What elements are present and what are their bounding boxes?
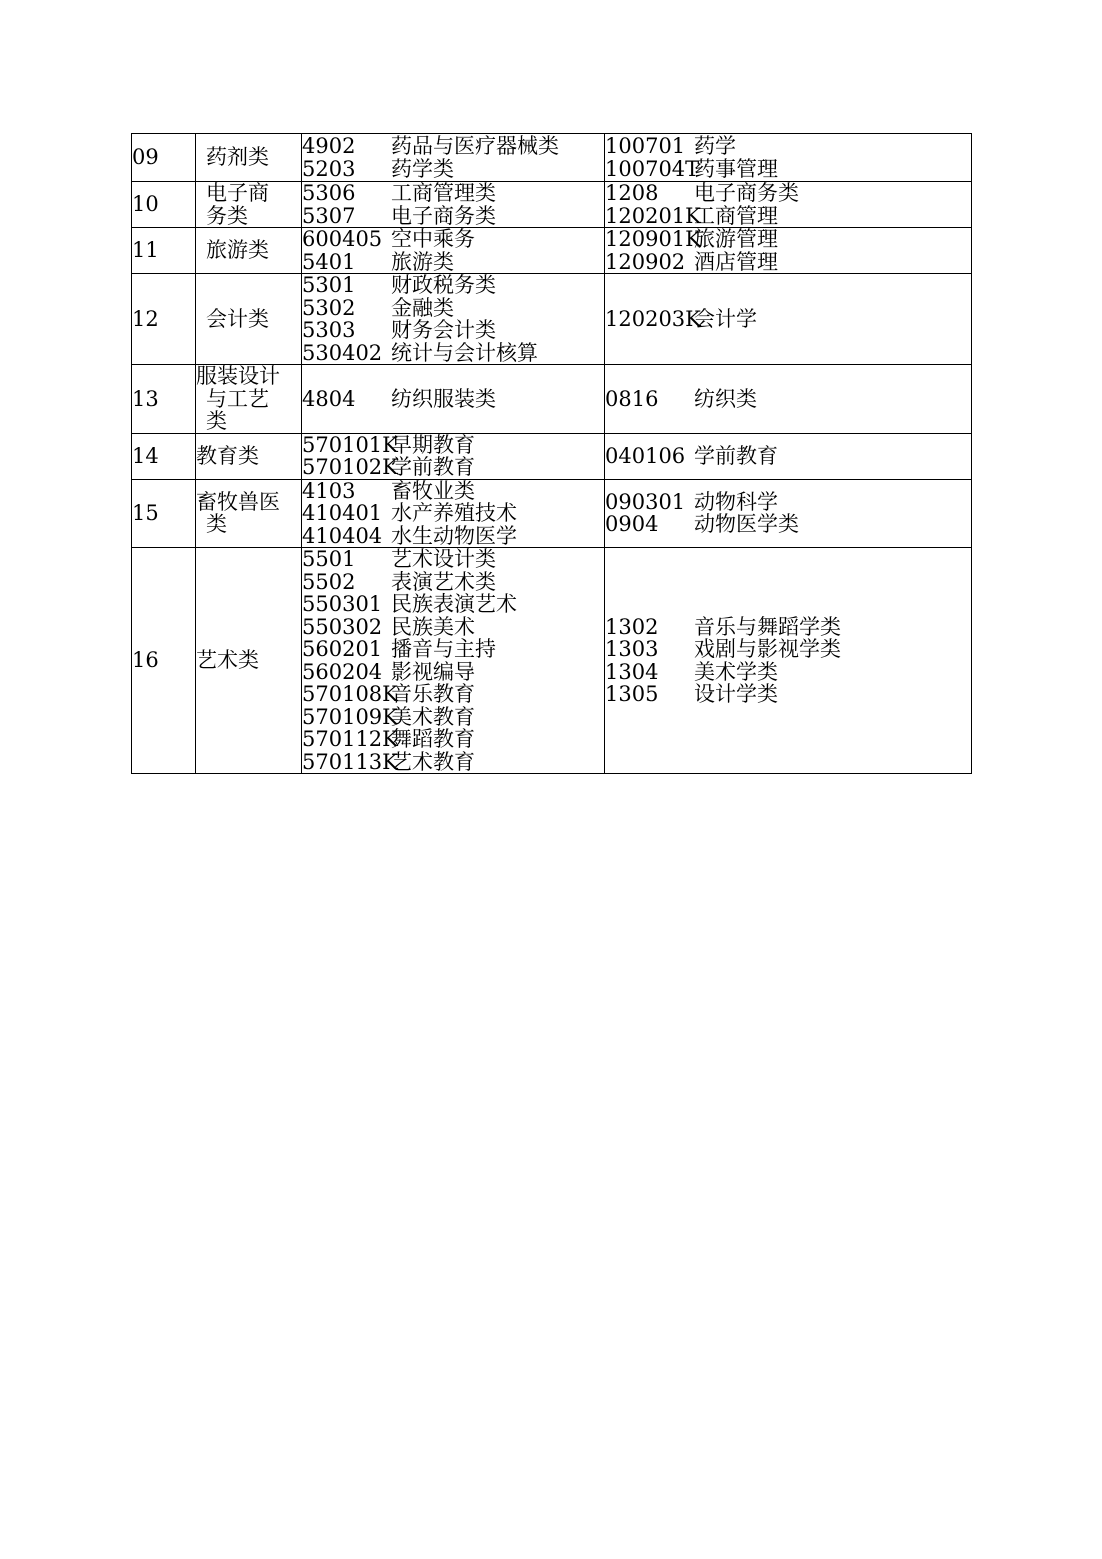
category-cell bbox=[196, 479, 302, 548]
major-name: 音乐与舞蹈学类 bbox=[694, 614, 841, 639]
undergrad-major bbox=[605, 445, 971, 468]
major-name: 学前教育 bbox=[694, 443, 778, 468]
vocational-major bbox=[302, 228, 604, 251]
category-name: 会计类 bbox=[206, 306, 269, 331]
undergrad-major bbox=[605, 182, 971, 205]
major-name: 纺织服装类 bbox=[391, 386, 496, 411]
major-name: 工商管理类 bbox=[391, 181, 496, 205]
table-row bbox=[132, 134, 972, 182]
vocational-major bbox=[302, 548, 604, 571]
major-code: 5303 bbox=[302, 318, 356, 342]
row-number: 16 bbox=[132, 548, 196, 774]
major-code: 090301 bbox=[605, 489, 686, 514]
row-number: 12 bbox=[132, 274, 196, 365]
category-name: 电子商 bbox=[206, 181, 269, 205]
major-code: 5502 bbox=[302, 569, 356, 594]
vocational-major bbox=[302, 571, 604, 594]
row-number: 10 bbox=[132, 182, 196, 228]
major-code: 4103 bbox=[302, 478, 356, 503]
category-name: 教育类 bbox=[196, 443, 259, 468]
undergrad-major bbox=[605, 158, 971, 181]
category-name: 畜牧兽医 bbox=[196, 489, 280, 514]
major-name: 财务会计类 bbox=[391, 318, 496, 342]
vocational-major bbox=[302, 297, 604, 320]
vocational-major bbox=[302, 728, 604, 751]
undergrad-majors-cell bbox=[605, 365, 972, 434]
major-code: 550301 bbox=[302, 592, 383, 616]
major-code: 560201 bbox=[302, 637, 383, 661]
major-name: 电子商务类 bbox=[391, 203, 496, 228]
major-name: 美术学类 bbox=[694, 659, 778, 684]
vocational-majors-cell bbox=[302, 182, 605, 228]
vocational-major bbox=[302, 525, 604, 548]
major-code: 100704T bbox=[605, 156, 700, 181]
major-name: 统计与会计核算 bbox=[391, 340, 538, 365]
major-code: 600405 bbox=[302, 227, 383, 251]
vocational-major bbox=[302, 706, 604, 729]
major-code: 570109K bbox=[302, 704, 398, 729]
undergrad-major bbox=[605, 638, 971, 661]
row-number: 15 bbox=[132, 479, 196, 548]
major-name: 设计学类 bbox=[694, 682, 778, 706]
major-name: 动物医学类 bbox=[694, 512, 799, 537]
undergrad-major bbox=[605, 491, 971, 514]
major-code: 1302 bbox=[605, 614, 659, 639]
vocational-major bbox=[302, 434, 604, 457]
vocational-major bbox=[302, 638, 604, 661]
category-name: 与工艺 bbox=[206, 386, 269, 411]
major-code: 5203 bbox=[302, 156, 356, 181]
category-cell bbox=[196, 548, 302, 774]
vocational-major bbox=[302, 456, 604, 479]
category-cell bbox=[196, 182, 302, 228]
category-cell bbox=[196, 433, 302, 479]
major-name: 表演艺术类 bbox=[391, 569, 496, 594]
major-name: 旅游管理 bbox=[694, 227, 778, 251]
row-number: 14 bbox=[132, 433, 196, 479]
vocational-major bbox=[302, 661, 604, 684]
major-name: 电子商务类 bbox=[694, 181, 799, 205]
vocational-major bbox=[302, 751, 604, 774]
undergrad-majors-cell bbox=[605, 134, 972, 182]
major-name: 影视编导 bbox=[391, 659, 475, 684]
major-code: 1303 bbox=[605, 637, 659, 661]
vocational-major bbox=[302, 388, 604, 411]
category-cell bbox=[196, 134, 302, 182]
major-code: 5501 bbox=[302, 547, 356, 571]
major-code: 5306 bbox=[302, 181, 356, 205]
undergrad-major bbox=[605, 135, 971, 158]
major-code: 0904 bbox=[605, 512, 659, 537]
major-name: 空中乘务 bbox=[391, 227, 475, 251]
major-name: 民族表演艺术 bbox=[391, 592, 517, 616]
major-code: 5301 bbox=[302, 273, 356, 297]
major-name: 工商管理 bbox=[694, 203, 778, 228]
undergrad-major bbox=[605, 228, 971, 251]
major-name: 戏剧与影视学类 bbox=[694, 637, 841, 661]
major-code: 5401 bbox=[302, 249, 356, 274]
undergrad-major bbox=[605, 205, 971, 228]
undergrad-major bbox=[605, 683, 971, 706]
undergrad-major bbox=[605, 388, 971, 411]
vocational-majors-cell bbox=[302, 274, 605, 365]
major-mapping-table bbox=[131, 133, 972, 774]
category-name: 服装设计 bbox=[196, 364, 280, 388]
category-name: 艺术类 bbox=[196, 648, 259, 673]
major-code: 570112K bbox=[302, 727, 398, 751]
vocational-major bbox=[302, 480, 604, 503]
table-body bbox=[132, 134, 972, 774]
undergrad-majors-cell bbox=[605, 548, 972, 774]
major-name: 播音与主持 bbox=[391, 637, 496, 661]
major-code: 5302 bbox=[302, 295, 356, 320]
major-code: 5307 bbox=[302, 203, 356, 228]
major-code: 4902 bbox=[302, 134, 356, 158]
major-code: 560204 bbox=[302, 659, 383, 684]
major-name: 音乐教育 bbox=[391, 682, 475, 706]
major-name: 旅游类 bbox=[391, 249, 454, 274]
major-name: 舞蹈教育 bbox=[391, 727, 475, 751]
vocational-major bbox=[302, 502, 604, 525]
major-code: 570102K bbox=[302, 455, 398, 479]
major-name: 畜牧业类 bbox=[391, 478, 475, 503]
major-code: 100701 bbox=[605, 134, 686, 158]
category-name: 类 bbox=[206, 512, 227, 537]
major-name: 美术教育 bbox=[391, 704, 475, 729]
vocational-major bbox=[302, 319, 604, 342]
major-code: 1208 bbox=[605, 181, 659, 205]
major-name: 财政税务类 bbox=[391, 273, 496, 297]
major-name: 金融类 bbox=[391, 295, 454, 320]
undergrad-major bbox=[605, 616, 971, 639]
major-name: 水生动物医学 bbox=[391, 523, 517, 548]
vocational-major bbox=[302, 342, 604, 365]
undergrad-major bbox=[605, 251, 971, 274]
vocational-major bbox=[302, 683, 604, 706]
major-code: 410404 bbox=[302, 523, 383, 548]
vocational-majors-cell bbox=[302, 134, 605, 182]
major-name: 早期教育 bbox=[391, 432, 475, 457]
undergrad-majors-cell bbox=[605, 433, 972, 479]
major-code: 570108K bbox=[302, 682, 398, 706]
category-name: 药剂类 bbox=[206, 145, 269, 170]
major-code: 570113K bbox=[302, 749, 398, 774]
row-number: 13 bbox=[132, 365, 196, 434]
major-name: 艺术教育 bbox=[391, 749, 475, 774]
major-name: 民族美术 bbox=[391, 614, 475, 639]
major-name: 艺术设计类 bbox=[391, 547, 496, 571]
vocational-major bbox=[302, 274, 604, 297]
category-cell bbox=[196, 365, 302, 434]
category-name: 旅游类 bbox=[206, 238, 269, 263]
major-code: 530402 bbox=[302, 340, 383, 365]
major-name: 药品与医疗器械类 bbox=[391, 134, 559, 158]
major-name: 动物科学 bbox=[694, 489, 778, 514]
table-row bbox=[132, 548, 972, 774]
major-code: 120201K bbox=[605, 203, 701, 228]
row-number: 09 bbox=[132, 134, 196, 182]
major-name: 纺织类 bbox=[694, 386, 757, 411]
major-code: 120902 bbox=[605, 249, 686, 274]
major-code: 550302 bbox=[302, 614, 383, 639]
vocational-major bbox=[302, 135, 604, 158]
vocational-majors-cell bbox=[302, 479, 605, 548]
table-row bbox=[132, 274, 972, 365]
undergrad-majors-cell bbox=[605, 274, 972, 365]
undergrad-major bbox=[605, 513, 971, 536]
major-name: 药学类 bbox=[391, 156, 454, 181]
major-name: 水产养殖技术 bbox=[391, 501, 517, 525]
table-row bbox=[132, 182, 972, 228]
major-code: 0816 bbox=[605, 386, 659, 411]
undergrad-major bbox=[605, 661, 971, 684]
vocational-major bbox=[302, 158, 604, 181]
vocational-majors-cell bbox=[302, 228, 605, 274]
major-code: 4804 bbox=[302, 386, 356, 411]
vocational-major bbox=[302, 251, 604, 274]
major-code: 040106 bbox=[605, 443, 686, 468]
table-row bbox=[132, 365, 972, 434]
category-cell bbox=[196, 274, 302, 365]
major-code: 120203K bbox=[605, 306, 701, 331]
major-name: 药事管理 bbox=[694, 156, 778, 181]
vocational-majors-cell bbox=[302, 433, 605, 479]
undergrad-majors-cell bbox=[605, 228, 972, 274]
major-code: 1305 bbox=[605, 682, 659, 706]
undergrad-majors-cell bbox=[605, 479, 972, 548]
table-row bbox=[132, 433, 972, 479]
vocational-major bbox=[302, 205, 604, 228]
vocational-major bbox=[302, 616, 604, 639]
undergrad-majors-cell bbox=[605, 182, 972, 228]
major-name: 会计学 bbox=[694, 306, 757, 331]
major-name: 学前教育 bbox=[391, 455, 475, 479]
vocational-majors-cell bbox=[302, 365, 605, 434]
category-name: 类 bbox=[206, 409, 227, 433]
major-code: 120901K bbox=[605, 227, 701, 251]
vocational-major bbox=[302, 593, 604, 616]
table-row bbox=[132, 228, 972, 274]
major-code: 1304 bbox=[605, 659, 659, 684]
major-name: 药学 bbox=[694, 134, 736, 158]
undergrad-major bbox=[605, 308, 971, 331]
major-code: 410401 bbox=[302, 501, 383, 525]
row-number: 11 bbox=[132, 228, 196, 274]
major-code: 570101K bbox=[302, 432, 398, 457]
table-row bbox=[132, 479, 972, 548]
category-name: 务类 bbox=[206, 203, 248, 228]
vocational-majors-cell bbox=[302, 548, 605, 774]
major-name: 酒店管理 bbox=[694, 249, 778, 274]
vocational-major bbox=[302, 182, 604, 205]
category-cell bbox=[196, 228, 302, 274]
